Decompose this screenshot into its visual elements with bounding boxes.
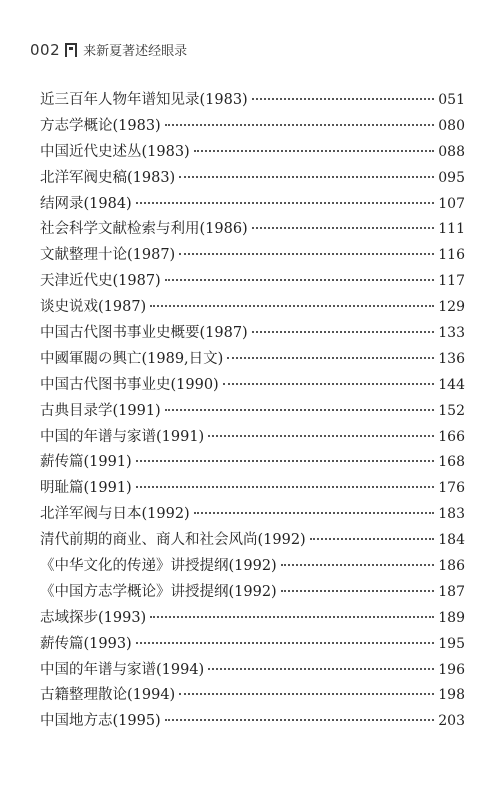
- dot-leader: [223, 383, 435, 385]
- toc-entry-page: 166: [438, 428, 465, 445]
- dot-leader: [227, 357, 434, 359]
- dot-leader: [165, 124, 435, 126]
- toc-entry-page: 187: [438, 583, 465, 600]
- toc-entry: [40, 321, 465, 347]
- toc-entry-page: 088: [438, 143, 465, 160]
- toc-entry-title: 北洋军阀史稿(1983): [40, 169, 176, 186]
- toc-entry: [40, 217, 465, 243]
- toc-entry-page: 144: [438, 376, 465, 393]
- toc-entry: [40, 632, 465, 658]
- toc-entry-page: 136: [438, 350, 465, 367]
- table-of-contents: [40, 88, 465, 735]
- toc-entry-title: 明耻篇(1991): [40, 480, 132, 497]
- dot-leader: [252, 98, 435, 100]
- toc-entry: [40, 476, 465, 502]
- dot-leader: [136, 642, 435, 644]
- toc-entry-title: 近三百年人物年谱知见录(1983): [40, 92, 248, 108]
- toc-entry-page: 198: [438, 687, 465, 704]
- toc-entry-page: 184: [438, 532, 465, 549]
- dot-leader: [179, 253, 434, 255]
- dot-leader: [208, 668, 434, 670]
- toc-entry-title: 志域探步(1993): [40, 609, 147, 626]
- toc-entry-title: 方志学概论(1983): [40, 117, 161, 134]
- toc-entry-title: 文献整理十论(1987): [40, 247, 176, 264]
- toc-entry-title: 古典目录学(1991): [40, 402, 161, 419]
- toc-entry-page: 080: [438, 117, 465, 134]
- toc-entry: [40, 269, 465, 295]
- toc-entry: [40, 450, 465, 476]
- toc-entry: [40, 114, 465, 140]
- toc-entry: [40, 709, 465, 735]
- toc-entry-title: 天津近代史(1987): [40, 273, 161, 290]
- toc-entry-title: 中國軍閥の興亡(1989,日文): [40, 350, 224, 367]
- toc-entry-page: 152: [438, 402, 465, 419]
- toc-entry-title: 薪传篇(1991): [40, 454, 132, 471]
- page-number: 002: [30, 40, 61, 59]
- toc-entry-page: 129: [438, 299, 465, 316]
- toc-entry-page: 203: [438, 713, 465, 730]
- toc-entry-title: 《中国方志学概论》讲授提纲(1992): [40, 583, 277, 600]
- dot-leader: [150, 616, 434, 618]
- toc-entry-page: 189: [438, 609, 465, 626]
- toc-entry: [40, 243, 465, 269]
- dot-leader: [136, 202, 435, 204]
- page-header: [30, 40, 187, 59]
- toc-entry-page: 107: [438, 195, 465, 212]
- toc-entry: [40, 554, 465, 580]
- toc-entry: [40, 192, 465, 218]
- dot-leader: [136, 460, 435, 462]
- dot-leader: [252, 331, 435, 333]
- dot-leader: [281, 590, 435, 592]
- toc-entry: [40, 528, 465, 554]
- book-title: 来新夏著述经眼录: [83, 44, 188, 59]
- toc-entry-page: 196: [438, 661, 465, 678]
- toc-entry-title: 中国古代图书事业史概要(1987): [40, 325, 248, 342]
- toc-entry: [40, 399, 465, 425]
- dot-leader: [194, 512, 435, 514]
- toc-entry-title: 谈史说戏(1987): [40, 299, 147, 316]
- toc-entry-page: 176: [438, 480, 465, 497]
- publisher-mark-icon: [65, 43, 77, 57]
- dot-leader: [208, 435, 434, 437]
- toc-entry-title: 中国地方志(1995): [40, 713, 161, 730]
- dot-leader: [165, 409, 435, 411]
- dot-leader: [252, 227, 435, 229]
- toc-entry: [40, 140, 465, 166]
- toc-entry-page: 133: [438, 325, 465, 342]
- dot-leader: [150, 305, 434, 307]
- toc-entry: [40, 166, 465, 192]
- toc-entry-title: 清代前期的商业、商人和社会风尚(1992): [40, 532, 306, 549]
- toc-entry: [40, 373, 465, 399]
- dot-leader: [165, 719, 435, 721]
- toc-entry-title: 中国古代图书事业史(1990): [40, 376, 219, 393]
- toc-entry-page: 183: [438, 506, 465, 523]
- toc-entry-title: 中国的年谱与家谱(1994): [40, 661, 205, 678]
- toc-entry-title: 薪传篇(1993): [40, 635, 132, 652]
- toc-entry-page: 186: [438, 558, 465, 575]
- toc-entry: [40, 606, 465, 632]
- toc-entry: [40, 425, 465, 451]
- toc-entry: [40, 88, 465, 114]
- dot-leader: [165, 279, 435, 281]
- toc-entry-title: 结网录(1984): [40, 195, 132, 212]
- toc-entry-page: 168: [438, 454, 465, 471]
- toc-entry-title: 《中华文化的传递》讲授提纲(1992): [40, 558, 277, 575]
- toc-entry-title: 社会科学文献检索与利用(1986): [40, 221, 248, 238]
- dot-leader: [310, 538, 435, 540]
- dot-leader: [194, 150, 435, 152]
- toc-entry-page: 117: [438, 273, 465, 290]
- toc-entry: [40, 658, 465, 684]
- toc-entry-page: 095: [438, 169, 465, 186]
- toc-entry-title: 古籍整理散论(1994): [40, 687, 176, 704]
- toc-entry: [40, 347, 465, 373]
- toc-entry-title: 中国的年谱与家谱(1991): [40, 428, 205, 445]
- toc-entry: [40, 683, 465, 709]
- dot-leader: [281, 564, 435, 566]
- toc-entry-page: 116: [438, 247, 465, 264]
- toc-entry-page: 051: [438, 92, 465, 108]
- toc-entry: [40, 502, 465, 528]
- dot-leader: [179, 176, 434, 178]
- dot-leader: [179, 693, 434, 695]
- dot-leader: [136, 486, 435, 488]
- toc-entry-title: 中国近代史述丛(1983): [40, 143, 190, 160]
- toc-entry-page: 195: [438, 635, 465, 652]
- toc-entry-page: 111: [438, 221, 465, 238]
- toc-entry-title: 北洋军阀与日本(1992): [40, 506, 190, 523]
- toc-entry: [40, 580, 465, 606]
- toc-entry: [40, 295, 465, 321]
